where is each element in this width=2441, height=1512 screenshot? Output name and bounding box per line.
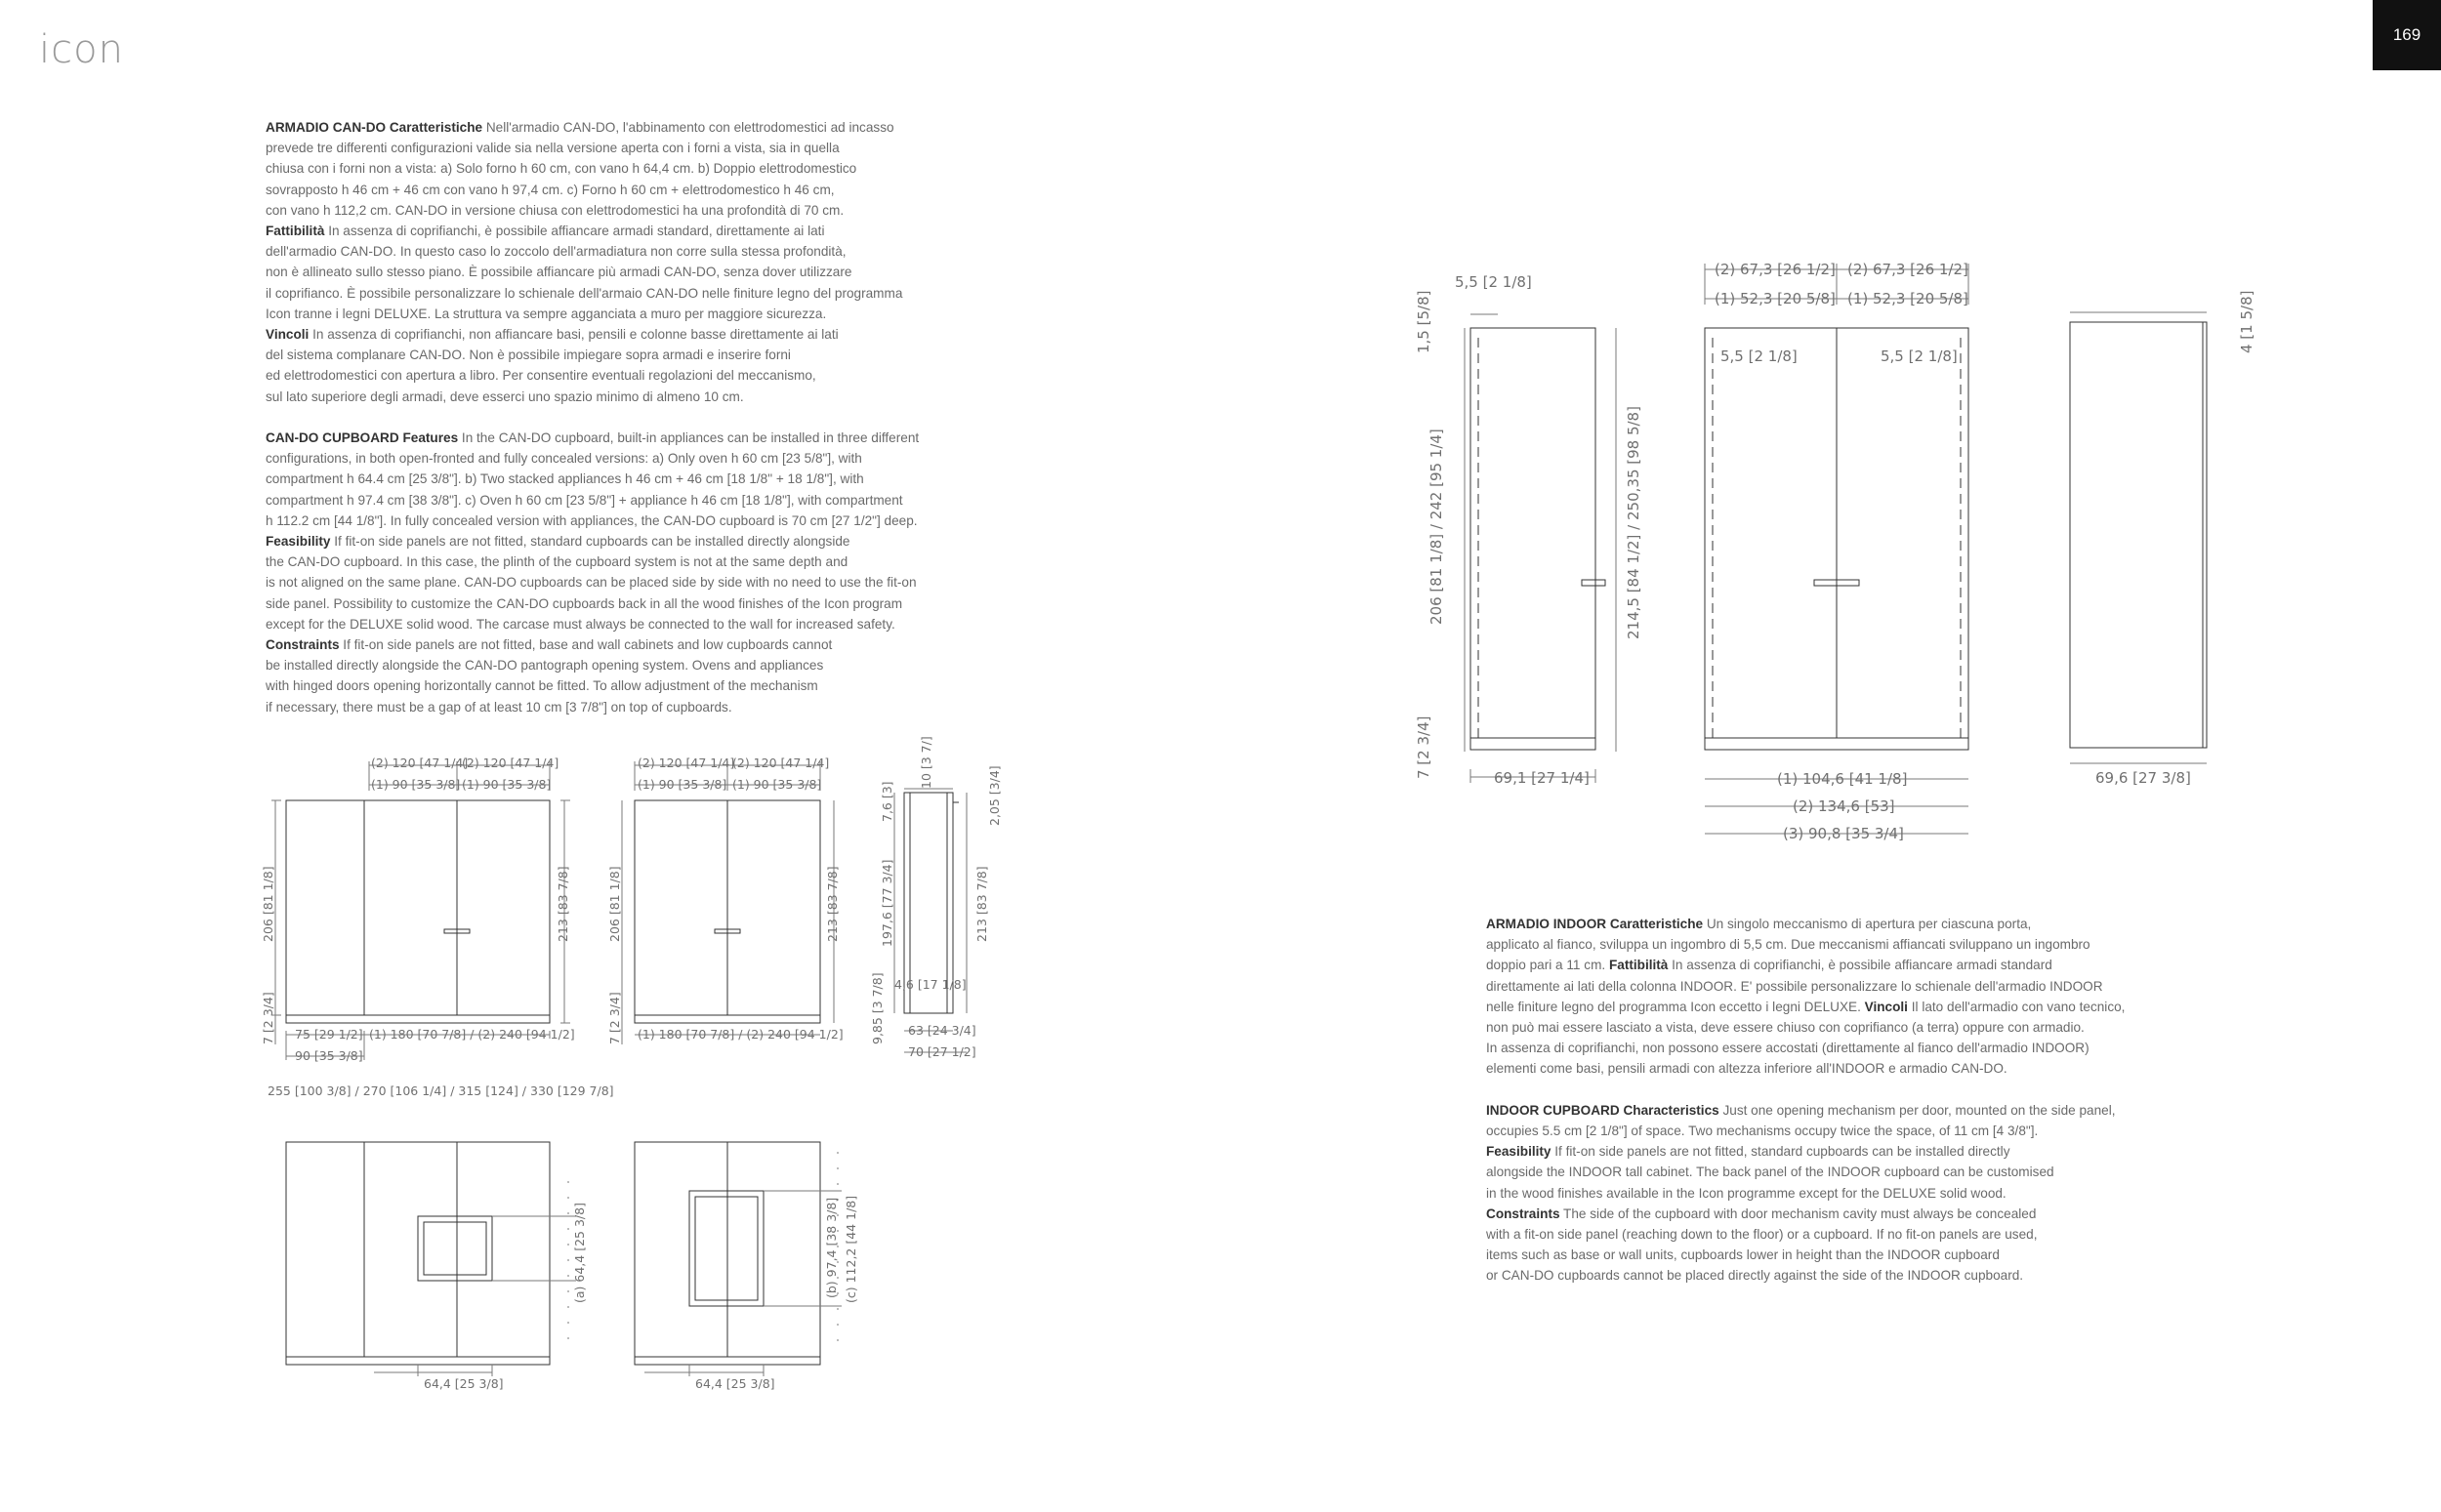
text-segment: doppio pari a 11 cm. [1486,958,1609,973]
dim-label: 1,5 [5/8] [1415,290,1432,353]
text-line [266,200,919,221]
text-segment: be installed directly alongside the CAN-DO pantograph opening system. Ovens and appliances [266,658,824,674]
dim-label: 7 [2 3/4] [1415,715,1432,779]
dim-label: 70 [27 1/2] [908,1044,976,1059]
dim-label: 206 [81 1/8] / 242 [95 1/4] [1427,429,1445,625]
dim-label: (1) 90 [35 3/8] [462,777,552,792]
dim-label: 69,6 [27 3/8] [2095,769,2191,787]
dim-label: 4,6 [17 1/8] [894,977,967,992]
text-segment: alongside the INDOOR tall cabinet. The back panel of the INDOOR cupboard can be customised [1486,1165,2054,1180]
text-line [266,262,919,282]
text-line [1486,1204,2125,1224]
text-segment: non è allineato sullo stesso piano. È possibile affiancare più armadi CAN-DO, senza dover utilizzare [266,265,852,280]
text-line [266,634,919,655]
text-line [1486,1183,2125,1204]
dim-label: (2) 120 [47 1/4] [638,756,735,770]
text-segment: items such as base or wall units, cupboards lower in height than the INDOOR cupboard [1486,1247,2000,1263]
text-segment: the CAN-DO cupboard. In this case, the plinth of the cupboard system is not at the same depth and [266,554,848,570]
dim-label: (1) 90 [35 3/8] [371,777,461,792]
text-segment: If fit-on side panels are not fitted, standard cupboards can be installed directly [1551,1144,2010,1160]
text-segment: ed elettrodomestici con apertura a libro. Per consentire eventuali regolazioni del meccanismo, [266,368,816,384]
text-line [1486,914,2125,934]
bold-heading: CAN-DO CUPBOARD Features [266,430,459,446]
text-line [266,490,919,511]
text-segment: non può mai essere lasciato a vista, deve essere chiuso con coprifianco (a terra) oppure con armadio. [1486,1020,2085,1036]
bold-heading: Vincoli [1864,999,1908,1014]
text-segment: If fit-on side panels are not fitted, base and wall cabinets and low cupboards cannot [339,637,833,653]
dim-label: 9,85 [3 7/8] [870,972,885,1044]
text-segment: configurations, in both open-fronted and fully concealed versions: a) Only oven h 60 cm [23 5/8"], with [266,451,862,467]
dim-label: 206 [81 1/8] [261,866,275,942]
dim-label: (2) 67,3 [26 1/2] [1847,261,1968,278]
paragraph [266,428,919,717]
text-segment: chiusa con i forni non a vista: a) Solo forno h 60 cm, con vano h 64,4 cm. b) Doppio elettrodomestico [266,161,857,177]
paragraph [1486,1100,2125,1287]
text-segment: compartment h 97.4 cm [38 3/8"]. c) Oven h 60 cm [23 5/8"] + appliance h 46 cm [18 1/8"], with compartment [266,492,903,508]
dim-label: 7,6 [3] [880,781,894,822]
dim-label: 214,5 [84 1/2] / 250,35 [98 5/8] [1625,406,1642,639]
text-line [1486,1121,2125,1141]
text-line [1486,997,2125,1017]
text-line [1486,1224,2125,1245]
dim-label: 64,4 [25 3/8] [424,1376,504,1391]
text-line [266,675,919,696]
dim-label: (2) 67,3 [26 1/2] [1715,261,1836,278]
text-line [266,552,919,572]
drawing-indoor-single [1406,264,1660,810]
bold-heading: Constraints [266,637,340,653]
text-segment: il coprifianco. È possibile personalizzare lo schienale dell'armaio CAN-DO nelle finiture legno del programma [266,285,903,301]
text-line [266,572,919,593]
dim-label: (1) 90 [35 3/8] [732,777,822,792]
dim-label: 75 [29 1/2] [295,1027,363,1042]
text-line [1486,934,2125,955]
text-line [266,304,919,324]
dim-label: 213 [83 7/8] [974,866,989,942]
dim-label: 197,6 [77 3/4] [880,859,894,947]
text-line [266,283,919,304]
text-line [1486,1245,2125,1265]
text-segment: elementi come basi, pensili armadi con altezza inferiore all'INDOOR e armadio CAN-DO. [1486,1061,2007,1077]
brand-logo: icon [39,27,124,72]
text-segment: nelle finiture legno del programma Icon eccetto i legni DELUXE. [1486,999,1865,1014]
text-line [266,469,919,489]
text-line [266,655,919,675]
text-segment: Nell'armadio CAN-DO, l'abbinamento con elettrodomestici ad incasso [482,120,894,135]
right-text-column [1486,914,2125,1307]
dim-label: 206 [81 1/8] [607,866,622,942]
dim-label: 5,5 [2 1/8] [1881,347,1958,365]
drawing-cando-oven-bc [605,1132,859,1396]
text-segment: Il lato dell'armadio con vano tecnico, [1907,999,2126,1014]
drawing-cando-narrow-front [605,752,859,1064]
text-segment: with hinged doors opening horizontally cannot be fitted. To allow adjustment of the mechanism [266,678,818,694]
dim-label: (1) 180 [70 7/8] / (2) 240 [94 1/2] [369,1027,575,1042]
dim-label: (2) 120 [47 1/4] [732,756,830,770]
text-segment: If fit-on side panels are not fitted, standard cupboards can be installed directly alongside [330,534,850,550]
text-segment: In assenza di coprifianchi, è possibile affiancare armadi standard [1668,958,2052,973]
text-line [1486,1038,2125,1058]
paragraph [266,117,919,407]
bold-heading: Fattibilità [266,224,325,239]
text-segment: sul lato superiore degli armadi, deve esserci uno spazio minimo di almeno 10 cm. [266,388,744,404]
text-line [1486,976,2125,997]
text-segment: In assenza di coprifianchi, non affiancare basi, pensili e colonne basse direttamente ai lati [309,327,839,343]
text-line [1486,955,2125,975]
text-segment: In assenza di coprifianchi, è possibile affiancare armadi standard, direttamente ai lati [324,224,825,239]
text-line [266,138,919,158]
bold-heading: Feasibility [266,534,331,550]
text-line [1486,1058,2125,1079]
text-line [266,614,919,634]
text-line [266,365,919,386]
dim-label: 90 [35 3/8] [295,1048,363,1063]
text-segment: or CAN-DO cupboards cannot be placed directly against the side of the INDOOR cupboard. [1486,1268,2024,1284]
dim-label: (2) 120 [47 1/4] [462,756,559,770]
dim-label: 5,5 [2 1/8] [1720,347,1798,365]
text-segment: except for the DELUXE solid wood. The carcase must always be connected to the wall for increased safety. [266,616,895,632]
text-line [266,593,919,614]
drawing-cando-wide-front [254,752,614,1103]
text-line [266,697,919,717]
text-line [266,221,919,241]
text-line [266,117,919,138]
dim-label: 2,05 [3/4] [987,765,1002,826]
bold-heading: Constraints [1486,1206,1560,1221]
dim-label: 63 [24 3/4] [908,1023,976,1038]
bold-heading: Feasibility [1486,1144,1551,1160]
text-segment: In assenza di coprifianchi, non possono essere accostati (direttamente al fianco dell'armadio INDOOR) [1486,1041,2089,1056]
text-line [266,531,919,552]
dim-label: 10 [3 7/] [919,736,933,789]
text-line [266,387,919,407]
text-segment: is not aligned on the same plane. CAN-DO cupboards can be placed side by side with no need to use the fit-on [266,575,917,591]
text-line [1486,1265,2125,1286]
text-segment: del sistema complanare CAN-DO. Non è possibile impiegare sopra armadi e inserire forni [266,347,791,363]
text-line [266,241,919,262]
text-segment: Un singolo meccanismo di apertura per ciascuna porta, [1703,917,2032,931]
dim-label: 64,4 [25 3/8] [695,1376,775,1391]
text-segment: direttamente ai lati della colonna INDOOR. E' possibile personalizzare lo schienale dell'armadio INDOOR [1486,978,2103,994]
bold-heading: INDOOR CUPBOARD Characteristics [1486,1102,1719,1118]
text-segment: with a fit-on side panel (reaching down to the floor) or a cupboard. If no fit-on panels are used, [1486,1227,2038,1243]
text-segment: In the CAN-DO cupboard, built-in appliances can be installed in three different [458,430,920,446]
text-line [1486,1162,2125,1182]
text-segment: side panel. Possibility to customize the CAN-DO cupboards back in all the wood finishes of the Icon program [266,595,903,611]
drawing-indoor-double [1689,254,2002,849]
drawing-cando-oven-a [254,1132,605,1396]
dim-label: 69,1 [27 1/4] [1494,769,1590,787]
text-segment: prevede tre differenti configurazioni valide sia nella versione aperta con i forni a vista, sia in quella [266,141,840,156]
dim-label: (1) 52,3 [20 5/8] [1847,290,1968,307]
dim-label: 7 [2 3/4] [261,992,275,1044]
bold-heading: ARMADIO CAN-DO Caratteristiche [266,120,483,135]
page-number: 169 [2373,0,2441,70]
text-line [1486,1141,2125,1162]
dim-label: (1) 52,3 [20 5/8] [1715,290,1836,307]
text-segment: in the wood finishes available in the Icon programme except for the DELUXE solid wood. [1486,1185,2007,1201]
bold-heading: ARMADIO INDOOR Caratteristiche [1486,917,1704,931]
text-segment: if necessary, there must be a gap of at least 10 cm [3 7/8"] on top of cupboards. [266,699,732,715]
left-text-column [266,117,919,738]
text-line [266,428,919,448]
dim-label: 7 [2 3/4] [607,992,622,1044]
bold-heading: Fattibilità [1608,958,1669,973]
dim-label: (3) 90,8 [35 3/4] [1783,825,1904,842]
text-line [266,448,919,469]
dim-label: (2) 120 [47 1/4] [371,756,469,770]
text-segment: h 112.2 cm [44 1/8"]. In fully concealed version with appliances, the CAN-DO cupboard is 70 cm [27 1/2"] deep. [266,512,918,528]
drawing-cando-side [859,736,1015,1074]
text-line [266,324,919,345]
text-line [266,345,919,365]
text-segment: occupies 5.5 cm [2 1/8"] of space. Two mechanisms occupy twice the space, of 11 cm [4 3/8"]. [1486,1124,2039,1139]
text-segment: sovrapposto h 46 cm + 46 cm con vano h 97,4 cm. c) Forno h 60 cm + elettrodomestico h 46 cm, [266,182,835,197]
text-segment: applicato al fianco, sviluppa un ingombro di 5,5 cm. Due meccanismi affiancati sviluppano un ingombro [1486,937,2090,953]
dim-label: (1) 104,6 [41 1/8] [1777,770,1908,788]
paragraph [1486,914,2125,1080]
text-line [266,180,919,200]
bold-heading: Vincoli [266,327,310,343]
dim-label: (c) 112,2 [44 1/8] [844,1195,858,1303]
dim-label: (2) 134,6 [53] [1793,797,1895,815]
text-line [266,158,919,179]
text-segment: Icon tranne i legni DELUXE. La struttura va sempre agganciata a muro per maggiore sicurezza. [266,306,827,321]
dim-label: 213 [83 7/8] [825,866,840,942]
text-line [1486,1017,2125,1038]
text-segment: Just one opening mechanism per door, mounted on the side panel, [1718,1102,2116,1118]
text-segment: The side of the cupboard with door mechanism cavity must always be concealed [1559,1206,2037,1221]
text-segment: dell'armadio CAN-DO. In questo caso lo zoccolo dell'armadiatura non corre sulla stessa profondità, [266,244,847,260]
dim-label: (1) 180 [70 7/8] / (2) 240 [94 1/2] [638,1027,844,1042]
text-line [1486,1100,2125,1121]
drawing-indoor-side [2050,283,2265,810]
dim-label: (a) 64,4 [25 3/8] [572,1203,587,1303]
text-segment: compartment h 64.4 cm [25 3/8"]. b) Two stacked appliances h 46 cm + 46 cm [18 1/8" + 18 1/8"], with [266,471,864,487]
dim-label: (b) 97,4 [38 3/8] [824,1197,839,1298]
text-segment: con vano h 112,2 cm. CAN-DO in versione chiusa con elettrodomestici ha una profondità di 70 cm. [266,202,845,218]
text-line [266,511,919,531]
dim-label: 255 [100 3/8] / 270 [106 1/4] / 315 [124] / 330 [129 7/8] [268,1083,614,1098]
dim-label: 4 [1 5/8] [2238,290,2255,353]
dim-label: 5,5 [2 1/8] [1455,273,1532,291]
dim-label: 213 [83 7/8] [556,866,570,942]
dim-label: (1) 90 [35 3/8] [638,777,727,792]
